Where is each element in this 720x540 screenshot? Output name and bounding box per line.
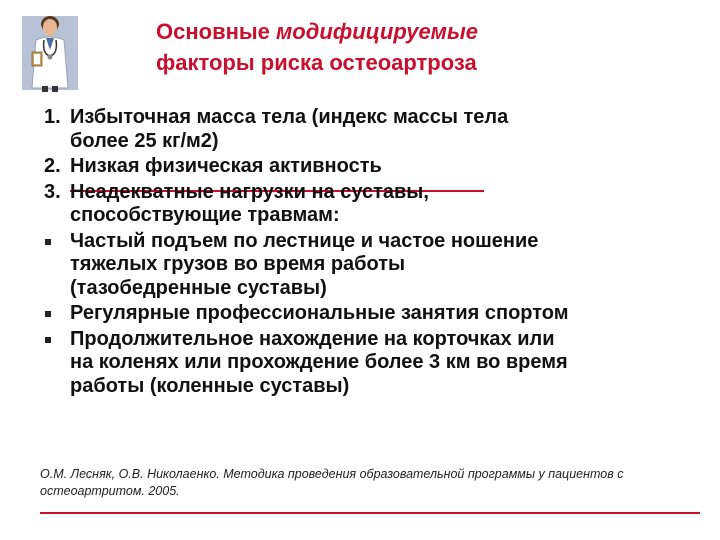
square-bullet-icon (45, 239, 51, 245)
bottom-divider (40, 512, 700, 514)
bullet-item: Частый подъем по лестнице и частое ношение тяжелых грузов во время работы (тазобедренные суставы) (44, 230, 704, 301)
item-number: 3. (44, 180, 61, 203)
citation: О.М. Лесняк, О.В. Николаенко. Методика проведения образовательной программы у пациентов с остеоартритом. 2005. (40, 467, 624, 498)
list-item: 3. Неадекватные нагрузки на суставы, способствующие травмам: (44, 180, 429, 226)
title-emphasis: модифицируемые (276, 19, 478, 44)
title-line-1: Основные модифицируемые (156, 19, 478, 44)
risk-factor-list (44, 106, 704, 400)
bullet-item: Продолжительное нахождение на корточках или на коленях или прохождение более 3 км во время работы (коленные суставы) (44, 328, 704, 399)
list-item: 1. Избыточная масса тела (индекс массы тела более 25 кг/м2) (44, 106, 509, 152)
title-line-2: факторы риска остеоартроза (156, 50, 477, 75)
bullet-item: Регулярные профессиональные занятия спортом (44, 302, 704, 326)
slide-title (156, 16, 676, 78)
doctor-icon (18, 10, 82, 94)
item-number: 1. (44, 106, 61, 128)
item-number: 2. (44, 155, 61, 177)
square-bullet-icon (45, 311, 51, 317)
list-item: 2. Низкая физическая активность (44, 155, 382, 177)
square-bullet-icon (45, 337, 51, 343)
